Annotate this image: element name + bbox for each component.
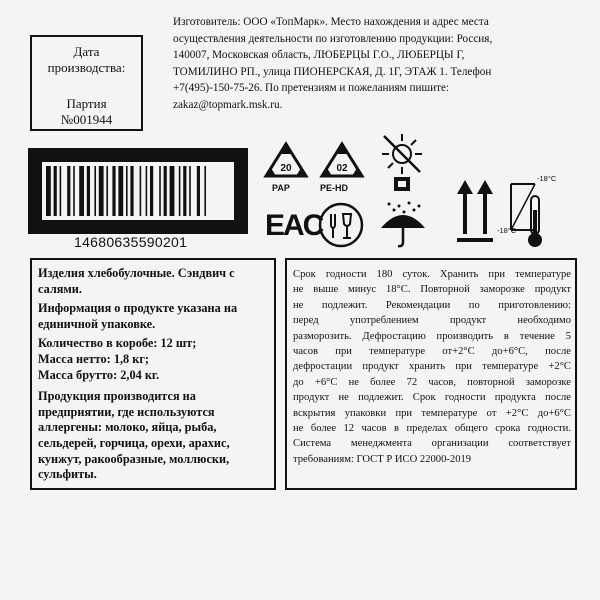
- storage-line: часов при температуре от+2°С до+6°С, после: [293, 346, 571, 358]
- manufacturer-line: zakaz@topmark.msk.ru.: [173, 98, 283, 111]
- barcode-bar: [126, 166, 128, 216]
- manufacturer-line: осуществления деятельности по изготовлению продукции: Россия,: [173, 32, 493, 45]
- storage-line: разморозить. Дефростацию производить в течение 5: [293, 330, 571, 342]
- barcode-bar: [189, 166, 191, 216]
- storage-line: требованиям: ГОСТ Р ИСО 22000-2019: [293, 453, 472, 465]
- barcode-bar: [179, 166, 181, 216]
- barcode-bar: [79, 166, 84, 216]
- barcode-bar: [159, 166, 161, 216]
- date-label-cont: производства:: [47, 60, 126, 75]
- eac-mark-icon: EAC: [265, 209, 323, 242]
- barcode-bar: [140, 166, 142, 216]
- recycle-pehd-icon: [318, 140, 366, 184]
- barcode-icon: [34, 154, 242, 228]
- barcode-bar: [73, 166, 75, 216]
- barcode-bar: [46, 166, 51, 216]
- barcode-bar: [106, 166, 108, 216]
- recycle-pap-number: 20: [280, 163, 292, 174]
- allergens-info: Продукция производится на предприятии, где используются аллергены: молоко, яйца, рыба, сельдерей, горчица, орехи, арахис, кунжут, ракообразные, моллюски, сульфиты.: [38, 389, 230, 482]
- barcode-bar: [170, 166, 175, 216]
- barcode-frame: [28, 148, 248, 234]
- storage-line: Система менеджмента организации соответствует: [293, 438, 571, 450]
- barcode-bar: [204, 166, 206, 216]
- barcode-bar: [130, 166, 133, 216]
- net-weight: Масса нетто: 1,8 кг;: [38, 351, 150, 366]
- recycle-pehd-label: PE-HD: [320, 183, 349, 193]
- product-name: Изделия хлебобулочные. Сэндвич с салями.: [38, 266, 235, 296]
- keep-dry-umbrella-icon: [375, 200, 431, 250]
- product-info-box: [30, 258, 276, 490]
- barcode-bar: [94, 166, 96, 216]
- storage-line: не подлежит. Рекомендации по приготовлению:: [293, 299, 571, 311]
- batch-number: №001944: [60, 112, 113, 127]
- date-label: Дата: [73, 44, 100, 59]
- storage-line: до +6°С не более 72 часов, повторной заморозке: [293, 376, 571, 388]
- storage-line: дефростации продукт хранить при температуре +2°С: [293, 361, 571, 373]
- manufacturer-line: +7(495)-150-75-26. По претензиям и пожеланиям пишите:: [173, 82, 450, 95]
- storage-line: не выше минус 18°С. Повторной заморозке продукт: [293, 284, 571, 296]
- barcode-bar: [112, 166, 115, 216]
- manufacturer-info: [173, 14, 546, 114]
- barcode-bar: [67, 166, 70, 216]
- barcode-area: [28, 148, 248, 250]
- storage-info-box: [285, 258, 577, 490]
- barcode-bar: [146, 166, 148, 216]
- storage-line: Срок годности 180 суток. Хранить при температуре: [293, 269, 571, 280]
- keep-away-from-sun-icon: [372, 130, 432, 194]
- barcode-bar: [183, 166, 186, 216]
- recycle-pap-icon: [262, 140, 310, 184]
- barcode-bar: [54, 166, 57, 216]
- barcode-number: 14680635590201: [74, 234, 188, 250]
- barcode-bar: [60, 166, 62, 216]
- barcode-bar: [164, 166, 167, 216]
- batch-label: Партия: [66, 96, 107, 111]
- production-date-box: [30, 35, 143, 131]
- temp-min-label: -18°C: [497, 226, 517, 235]
- barcode-bar: [150, 166, 153, 216]
- food-contact-icon: [316, 200, 366, 250]
- manufacturer-line: 140007, Московская область, ЛЮБЕРЦЫ Г.О., ЛЮБЕРЦЫ Г,: [173, 49, 465, 62]
- storage-line: не более 12 часов в пределах общего срока годности.: [293, 423, 571, 435]
- manufacturer-line: ТОМИЛИНО РП., улица ПИОНЕРСКАЯ, Д. 1Г, ЭТАЖ 1. Телефон: [173, 65, 492, 78]
- recycle-pap-label: PAP: [272, 183, 290, 193]
- gross-weight: Масса брутто: 2,04 кг.: [38, 367, 160, 382]
- barcode-bar: [197, 166, 200, 216]
- barcode-bar: [99, 166, 104, 216]
- barcode-bar: [87, 166, 90, 216]
- storage-line: перед употреблением продукт необходимо: [293, 315, 571, 327]
- recycle-pehd-number: 02: [336, 163, 348, 174]
- box-quantity: Количество в коробе: 12 шт;: [38, 336, 197, 351]
- product-info-note: Информация о продукте указана на единичной упаковке.: [38, 301, 238, 331]
- barcode-bar: [118, 166, 123, 216]
- storage-line: вскрытия упаковки при температуре от +2°С до+6°С: [293, 407, 571, 419]
- storage-line: продукт не подлежит. Срок годности продукта после: [293, 392, 571, 404]
- temp-max-label: -18°C: [537, 174, 557, 183]
- manufacturer-line: Изготовитель: ООО «ТопМарк». Место нахождения и адрес места: [173, 16, 489, 28]
- this-way-up-icon: [455, 178, 495, 248]
